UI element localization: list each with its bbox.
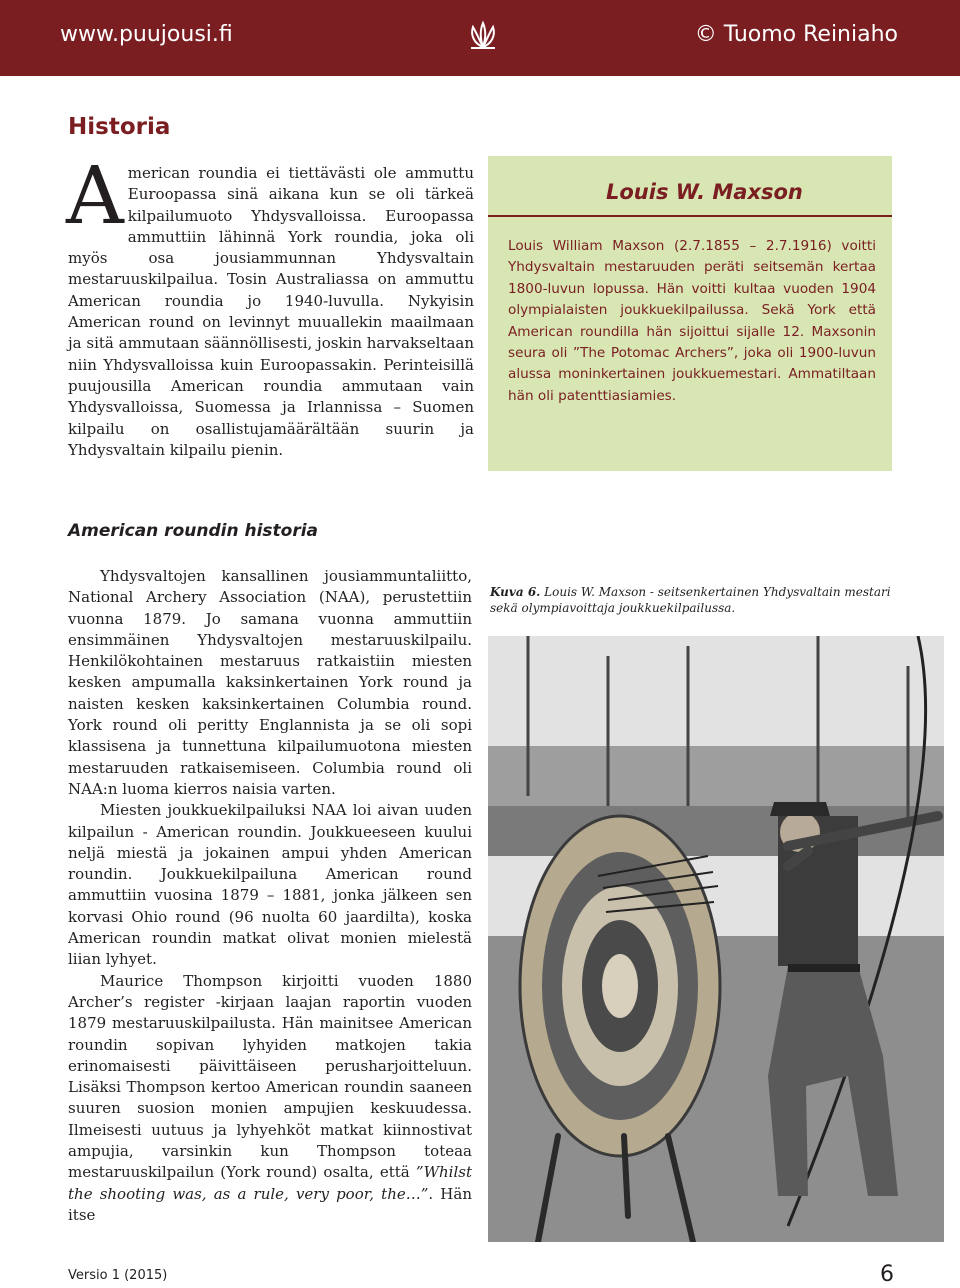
paragraph-text: Maurice Thompson kirjoitti vuoden 1880 Archer’s register -kirjaan laajan raportin vuoden 1879 mestaruuskilpailusta. Hän mainitsee American roundin sopivan lyhyiden matkojen takia erinomaisesti päivittäiseen perusharjoitteluun. Lisäksi Thompson kertoo American roundin saaneen suuren suosion monien ampujien keskuudessa. Ilmeisesti uutuus ja lyhyehköt matkat kiinnostivat ampujia, varsinkin kun Thompson toteaa mestaruuskilpailun (York round) osalta, että: [68, 971, 472, 1182]
figure-caption: [490, 584, 894, 616]
page-header: [0, 0, 960, 76]
article-column: [68, 566, 472, 1226]
drop-cap: A: [66, 149, 124, 242]
fern-logo-icon: [466, 20, 500, 50]
quote: ”Whilst the shooting was, as a rule, very poor, the…”: [68, 1163, 472, 1203]
photo-illustration: [488, 636, 944, 1242]
caption-label: Kuva 6.: [490, 585, 541, 599]
intro-paragraph: [66, 149, 474, 461]
maxson-info-box: [488, 156, 892, 471]
intro-text: merican roundia ei tiettävästi ole ammuttu Euroopassa sinä aikana kun se oli tärkeä kilpailumuoto Yhdysvalloissa. Euroopassa ammuttiin lähinnä York roundia, joka oli myös osa jousiammunnan Yhdysvaltain mestaruuskilpailua. Tosin Australiassa on ammuttu American roundia jo 1940-luvulla. Nykyisin American round on levinnyt muuallekin maailmaan ja sitä ammutaan säännöllisesti, joskin harvakseltaan niin Yhdysvalloissa kuin Euroopassakin. Perinteisillä puujousilla American roundia ammutaan vain Yhdysvalloissa, Suomessa ja Irlannissa – Suomen kilpailu on osallistujamäärältään suurin ja Yhdysvaltain kilpailu pienin.: [68, 164, 474, 459]
info-box-text: Louis William Maxson (2.7.1855 – 2.7.1916) voitti Yhdysvaltain mestaruuden peräti seitsemän kertaa 1800-luvun lopussa. Hän voitti kultaa vuoden 1904 olympialaisten joukkuekilpailussa. Sekä York että American roundilla hän sijoittui sijalle 12. Maxsonin seura oli ”The Potomac Archers”, joka oli 1900-luvun alussa moninkertainen joukkuemestari. Ammatiltaan hän oli patenttiasiamies.: [508, 238, 876, 404]
quote-tail: . Hän itse: [68, 1184, 472, 1224]
paragraph: Miesten joukkuekilpailuksi NAA loi aivan uuden kilpailun - American roundin. Joukkueeseen kuului neljä miestä ja jokainen ampui yhden American roundin. Joukkuekilpailuna American round ammuttiin vuosina 1879 – 1881, jonka jälkeen sen korvasi Ohio round (96 nuolta 60 jaardilta), koska American roundin matkat olivat monien mielestä liian lyhyet.: [68, 801, 472, 969]
archer-target-photo: [488, 636, 944, 1242]
page-number: 6: [880, 1262, 894, 1287]
caption-text: Louis W. Maxson - seitsenkertainen Yhdysvaltain mestari sekä olympiavoittaja joukkuekilpailussa.: [490, 585, 891, 615]
page-title: Historia: [68, 114, 171, 140]
version-label: Versio 1 (2015): [68, 1268, 168, 1283]
paragraph: Yhdysvaltojen kansallinen jousiammuntaliitto, National Archery Association (NAA), perustettiin vuonna 1879. Jo samana vuonna ammuttiin ensimmäinen Yhdysvaltojen mestaruuskilpailu. Henkilökohtainen mestaruus ratkaistiin miesten kesken ampumalla kaksinkertainen York round ja naisten kesken kaksinkertainen Columbia round. York round oli peritty Englannista ja se oli sopi klassisena ja tunnettuna kilpailumuotona miesten mestaruuden ratkaisemiseen. Columbia round oli NAA:n luoma kierros naisia varten.: [68, 567, 472, 798]
info-box-divider: [488, 215, 892, 217]
section-title: American roundin historia: [68, 521, 319, 541]
paragraph: [68, 971, 472, 1227]
info-box-title: Louis W. Maxson: [606, 180, 803, 204]
site-url[interactable]: www.puujousi.fi: [60, 22, 233, 47]
copyright: © Tuomo Reiniaho: [694, 22, 898, 47]
